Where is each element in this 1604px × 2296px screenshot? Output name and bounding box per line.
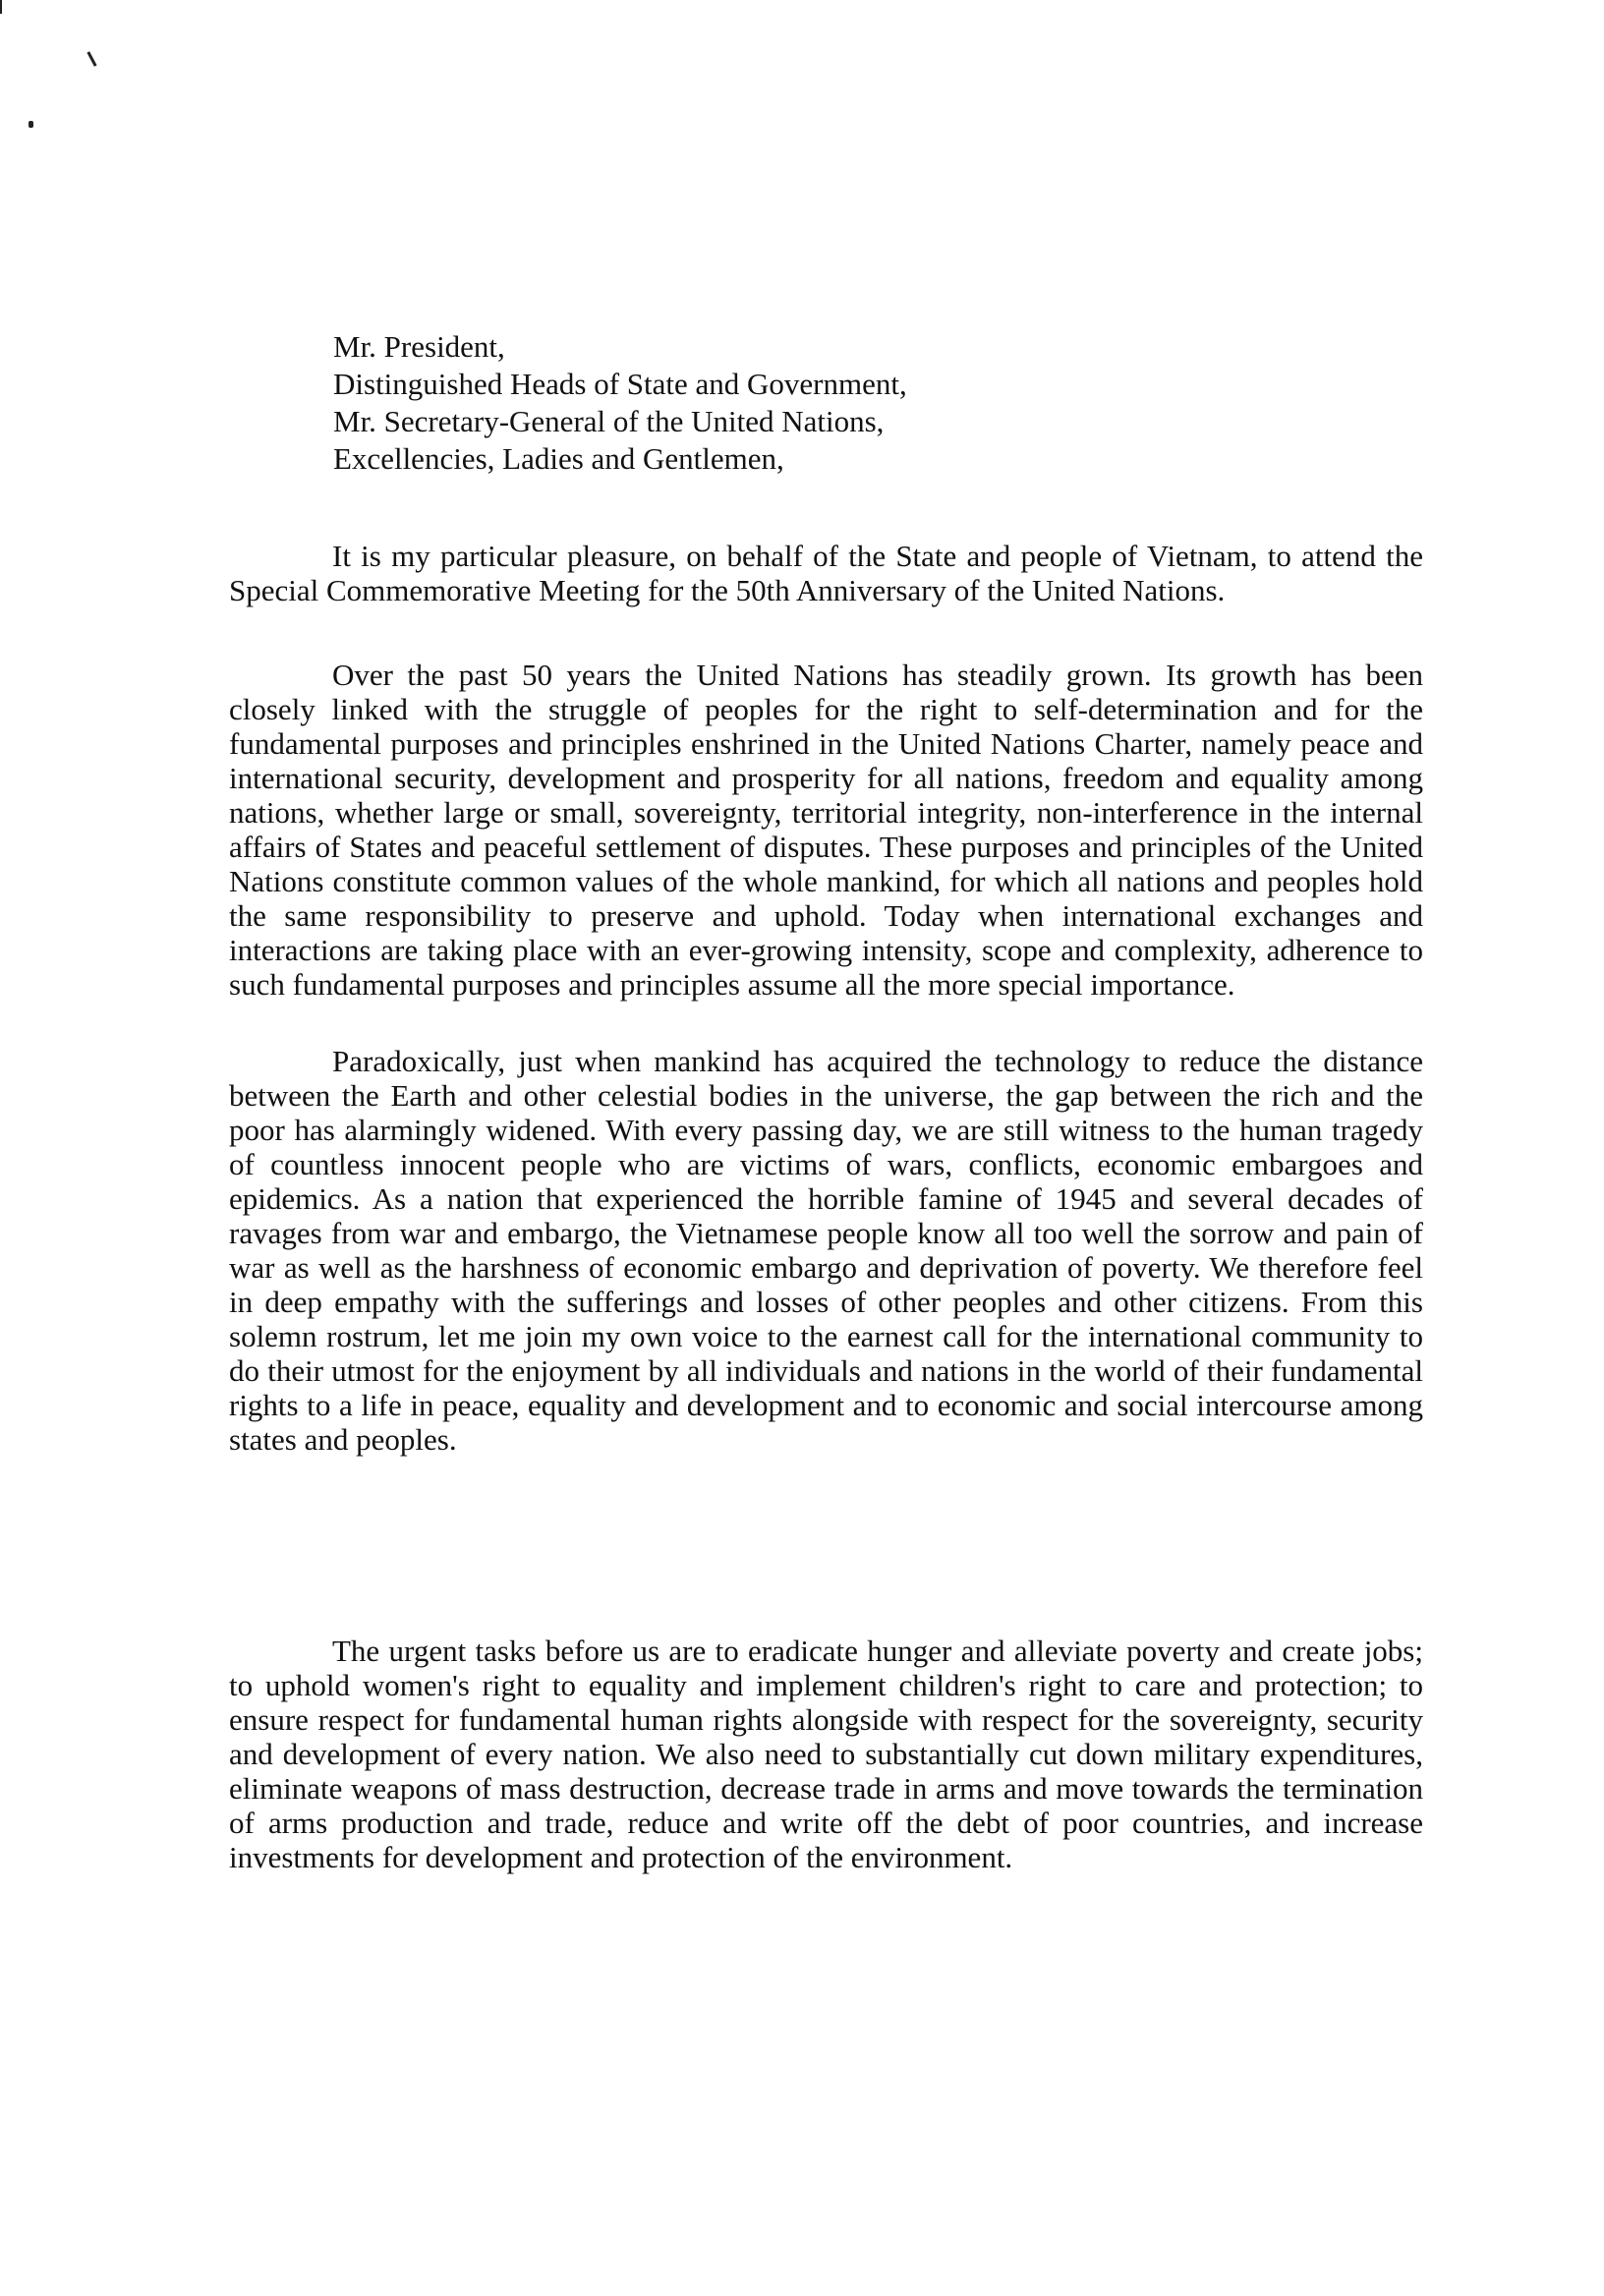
scan-artifact (29, 121, 33, 128)
scan-artifact (86, 51, 96, 67)
salutation-line: Excellencies, Ladies and Gentlemen, (333, 441, 784, 476)
salutation-line: Distinguished Heads of State and Government, (333, 367, 907, 401)
body-paragraph: Paradoxically, just when mankind has acquired the technology to reduce the distance between the Earth and other celestial bodies in the universe, the gap between the rich and the poor has alarmingly widened. With every passing day, we are still witness to the human tragedy of countless innocent people who are victims of wars, conflicts, economic embargoes and epidemics. As a nation that experienced the horrible famine of 1945 and several decades of ravages from war and embargo, the Vietnamese people know all too well the sorrow and pain of war as well as the harshness of economic embargo and deprivation of poverty. We therefore feel in deep empathy with the sufferings and losses of other peoples and other citizens. From this solemn rostrum, let me join my own voice to the earnest call for the international community to do their utmost for the enjoyment by all individuals and nations in the world of their fundamental rights to a life in peace, equality and development and to economic and social intercourse among states and peoples. (229, 1044, 1423, 1457)
body-paragraph: Over the past 50 years the United Nations has steadily grown. Its growth has been closely linked with the struggle of peoples for the right to self-determination and for the fundamental purposes and principles enshrined in the United Nations Charter, namely peace and international security, development and prosperity for all nations, freedom and equality among nations, whether large or small, sovereignty, territorial integrity, non-interference in the internal affairs of States and peaceful settlement of disputes. These purposes and principles of the United Nations constitute common values of the whole mankind, for which all nations and peoples hold the same responsibility to preserve and uphold. Today when international exchanges and interactions are taking place with an ever-growing intensity, scope and complexity, adherence to such fundamental purposes and principles assume all the more special importance. (229, 658, 1423, 1002)
body-paragraph: It is my particular pleasure, on behalf of the State and people of Vietnam, to attend the Special Commemorative Meeting for the 50th Anniversary of the United Nations. (229, 539, 1423, 607)
salutation-line: Mr. Secretary-General of the United Nations, (333, 404, 885, 438)
scan-artifact (0, 0, 2, 14)
salutation-block (333, 328, 1316, 478)
salutation-line: Mr. President, (333, 329, 505, 364)
body-paragraph: The urgent tasks before us are to eradicate hunger and alleviate poverty and create jobs; to uphold women's right to equality and implement children's right to care and protection; to ensure respect for fundamental human rights alongside with respect for the sovereignty, security and development of every nation. We also need to substantially cut down military expenditures, eliminate weapons of mass destruction, decrease trade in arms and move towards the termination of arms production and trade, reduce and write off the debt of poor countries, and increase investments for development and protection of the environment. (229, 1634, 1423, 1874)
